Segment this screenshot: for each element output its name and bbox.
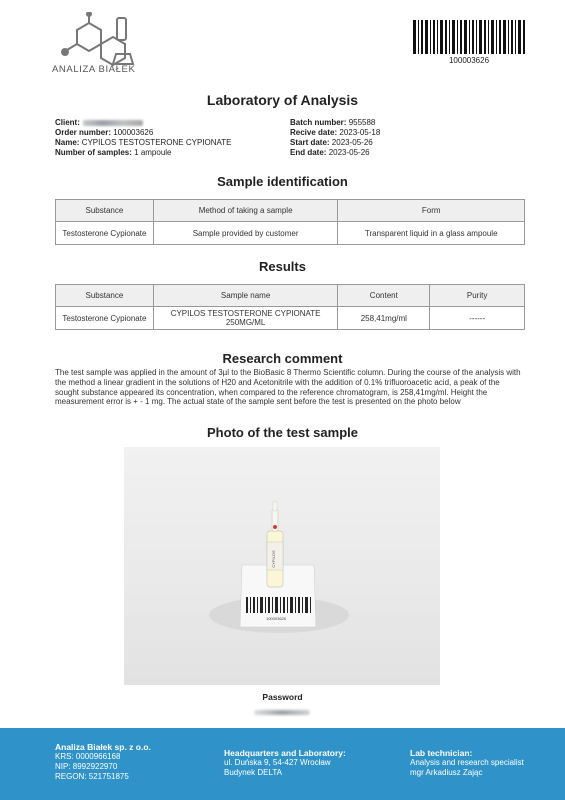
end-label: End date: xyxy=(290,148,327,157)
results-table xyxy=(55,284,525,330)
meta-right xyxy=(290,118,380,158)
client-label: Client: xyxy=(55,118,80,127)
barcode xyxy=(413,20,525,54)
table-cell: 258,41mg/ml xyxy=(338,307,430,330)
sample-photo xyxy=(124,447,440,685)
barcode-number: 100003626 xyxy=(448,56,490,65)
company-name: Analiza Białek sp. z o.o. xyxy=(55,742,151,752)
table-row xyxy=(56,307,525,330)
header-cell: Substance xyxy=(56,200,154,222)
hq-address-1: ul. Duńska 9, 54-427 Wrocław xyxy=(224,758,331,767)
table-cell: CYPILOS TESTOSTERONE CYPIONATE 250MG/ML xyxy=(153,307,338,330)
results-heading: Results xyxy=(259,259,306,274)
meta-left xyxy=(55,118,232,158)
comment-text: The test sample was applied in the amount of 3µl to the BioBasic 8 Thermo Scientific column. During the course of the analysis with the method a linear gradient in the solutions of H20 and Acetonitrile with the addition of 0.1% trifluoroacetic acid, a peak of the sought substance appeared its concentration, when compared to the reference chromatogram, is 258,41mg/ml. Height the measurement error is + - 1 mg. The actual state of the sample sent before the test is presented on the photo below xyxy=(55,368,521,407)
start-value: 2023-05-26 xyxy=(331,138,373,147)
header-cell: Form xyxy=(338,200,525,222)
identification-table xyxy=(55,199,525,245)
nip: NIP: 8992922970 xyxy=(55,762,118,771)
header-cell: Sample name xyxy=(153,285,338,307)
footer-technician xyxy=(410,748,524,778)
table-cell: ------ xyxy=(430,307,525,330)
samples-label: Number of samples: xyxy=(55,148,132,157)
photo-heading: Photo of the test sample xyxy=(207,425,358,440)
table-header-row xyxy=(56,200,525,222)
krs: KRS: 0000966168 xyxy=(55,752,121,761)
hq-address-2: Budynek DELTA xyxy=(224,768,282,777)
header-cell: Method of taking a sample xyxy=(153,200,338,222)
password-redacted xyxy=(254,710,310,715)
table-row xyxy=(56,222,525,245)
name-label: Name: xyxy=(55,138,80,147)
regon: REGON: 521751875 xyxy=(55,772,129,781)
ampoule-label: CYPILOS xyxy=(271,550,276,568)
start-label: Start date: xyxy=(290,138,330,147)
table-header-row xyxy=(56,285,525,307)
batch-label: Batch number: xyxy=(290,118,347,127)
header-cell: Purity xyxy=(430,285,525,307)
recive-label: Recive date: xyxy=(290,128,338,137)
page-title: Laboratory of Analysis xyxy=(206,92,359,108)
tech-name: mgr Arkadiusz Zając xyxy=(410,768,483,777)
comment-heading: Research comment xyxy=(222,351,343,366)
ampoule-image xyxy=(124,447,440,685)
header-cell: Substance xyxy=(56,285,154,307)
footer xyxy=(0,728,565,800)
logo-text: ANALIZA BIAŁEK xyxy=(52,64,136,75)
client-redacted xyxy=(83,120,143,126)
table-cell: Testosterone Cypionate xyxy=(56,307,154,330)
recive-value: 2023-05-18 xyxy=(339,128,381,137)
order-label: Order number: xyxy=(55,128,112,137)
table-cell: Transparent liquid in a glass ampoule xyxy=(338,222,525,245)
table-cell: Sample provided by customer xyxy=(153,222,338,245)
hq-title: Headquarters and Laboratory: xyxy=(224,748,346,758)
tech-title: Lab technician: xyxy=(410,748,473,758)
footer-hq xyxy=(224,748,346,778)
end-value: 2023-05-26 xyxy=(328,148,370,157)
table-cell: Testosterone Cypionate xyxy=(56,222,154,245)
identification-heading: Sample identification xyxy=(217,174,348,189)
footer-company xyxy=(55,742,151,782)
tech-role: Analysis and research specialist xyxy=(410,758,524,767)
card-number: 100003626 xyxy=(265,616,287,621)
order-value: 100003626 xyxy=(113,128,154,137)
batch-value: 955588 xyxy=(348,118,376,127)
name-value: CYPILOS TESTOSTERONE CYPIONATE xyxy=(81,138,232,147)
password-label: Password xyxy=(262,692,303,702)
samples-value: 1 ampoule xyxy=(134,148,172,157)
header-cell: Content xyxy=(338,285,430,307)
